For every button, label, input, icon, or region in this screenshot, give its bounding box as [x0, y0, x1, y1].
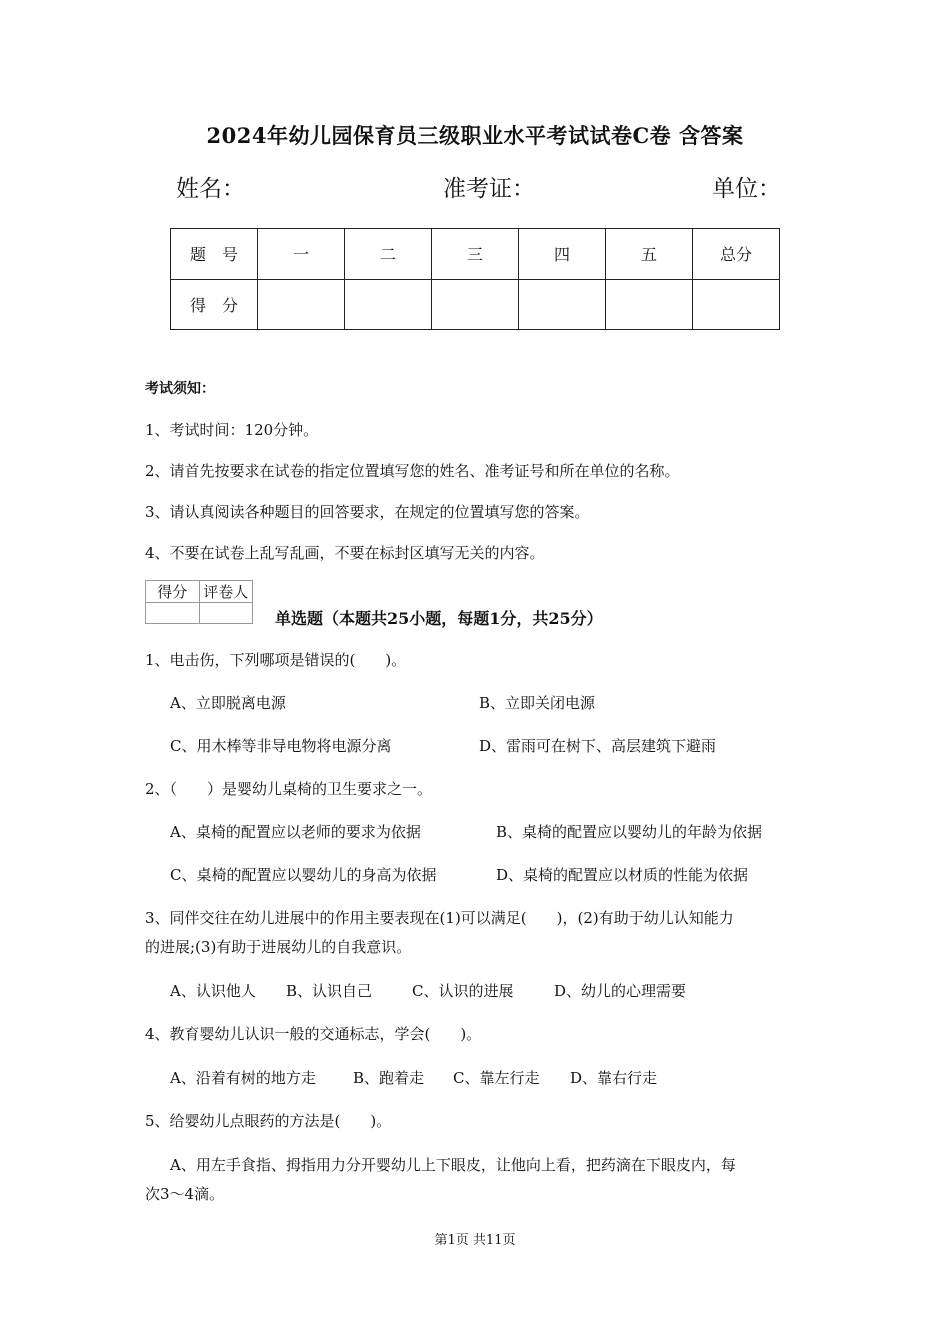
- notice-heading: 考试须知：: [145, 381, 215, 397]
- question-option: A、用左手食指、拇指用力分开婴幼儿上下眼皮，让他向上看，把药滴在下眼皮内，每: [170, 1156, 736, 1174]
- question-stem: 5、给婴幼儿点眼药的方法是( )。: [145, 1112, 392, 1130]
- page-footer: 第1页 共11页: [434, 1233, 516, 1248]
- notice-item: 1、考试时间：120分钟。: [145, 421, 319, 439]
- notice-item: 2、请首先按要求在试卷的指定位置填写您的姓名、准考证号和所在单位的名称。: [145, 462, 680, 480]
- score-input-cell[interactable]: [606, 279, 693, 330]
- score-row-label: 得 分: [171, 279, 258, 330]
- question-option: B、跑着走: [353, 1069, 425, 1087]
- score-table: [170, 228, 780, 330]
- exam-title: 2024年幼儿园保育员三级职业水平考试试卷C卷 含答案: [206, 123, 744, 148]
- question-option: A、桌椅的配置应以老师的要求为依据: [170, 823, 421, 841]
- question-option: C、靠左行走: [453, 1069, 540, 1087]
- score-input-cell[interactable]: [432, 279, 519, 330]
- question-stem: 4、教育婴幼儿认识一般的交通标志，学会( )。: [145, 1025, 482, 1043]
- score-input-cell[interactable]: [693, 279, 780, 330]
- question-option: C、用木棒等非导电物将电源分离: [170, 737, 392, 755]
- grader-box-score-label: 得分: [146, 581, 200, 603]
- score-table-header-cell: 二: [345, 229, 432, 280]
- score-input-cell[interactable]: [345, 279, 432, 330]
- question-option: B、认识自己: [286, 982, 373, 1000]
- question-option: C、认识的进展: [412, 982, 514, 1000]
- question-option: C、桌椅的配置应以婴幼儿的身高为依据: [170, 866, 437, 884]
- grader-box-grader-label: 评卷人: [199, 581, 253, 603]
- question-option: D、雷雨可在树下、高层建筑下避雨: [479, 737, 717, 755]
- question-option: D、靠右行走: [570, 1069, 658, 1087]
- score-table-header-cell: 五: [606, 229, 693, 280]
- score-table-header-cell: 一: [258, 229, 345, 280]
- grader-box-score-cell[interactable]: [146, 603, 200, 624]
- question-option: B、立即关闭电源: [479, 694, 596, 712]
- section-title: 单选题（本题共25小题，每题1分，共25分）: [275, 609, 603, 628]
- grader-box-grader-cell[interactable]: [199, 603, 253, 624]
- score-table-header-row: [171, 229, 780, 280]
- question-stem-continued: 的进展;(3)有助于进展幼儿的自我意识。: [145, 938, 412, 956]
- question-option-continued: 次3～4滴。: [145, 1185, 225, 1203]
- name-label: 姓名：: [176, 176, 245, 202]
- grader-box: [145, 580, 253, 624]
- score-input-cell[interactable]: [258, 279, 345, 330]
- question-stem: 3、同伴交往在幼儿进展中的作用主要表现在(1)可以满足( )，(2)有助于幼儿认知能力: [145, 909, 734, 927]
- notice-item: 4、不要在试卷上乱写乱画，不要在标封区填写无关的内容。: [145, 544, 545, 562]
- question-stem: 2、（ ）是婴幼儿桌椅的卫生要求之一。: [145, 780, 433, 798]
- exam-id-label: 准考证：: [443, 176, 535, 202]
- question-option: A、沿着有树的地方走: [170, 1069, 316, 1087]
- score-table-header-cell: 题 号: [171, 229, 258, 280]
- question-option: A、立即脱离电源: [170, 694, 286, 712]
- score-table-score-row: [171, 279, 780, 330]
- unit-label: 单位：: [712, 176, 781, 202]
- question-option: A、认识他人: [170, 982, 256, 1000]
- notice-item: 3、请认真阅读各种题目的回答要求，在规定的位置填写您的答案。: [145, 503, 590, 521]
- score-table-header-cell: 四: [519, 229, 606, 280]
- question-option: D、桌椅的配置应以材质的性能为依据: [496, 866, 749, 884]
- question-option: B、桌椅的配置应以婴幼儿的年龄为依据: [496, 823, 763, 841]
- question-option: D、幼儿的心理需要: [554, 982, 687, 1000]
- score-input-cell[interactable]: [519, 279, 606, 330]
- question-stem: 1、电击伤，下列哪项是错误的( )。: [145, 651, 407, 669]
- score-table-header-cell: 总分: [693, 229, 780, 280]
- score-table-header-cell: 三: [432, 229, 519, 280]
